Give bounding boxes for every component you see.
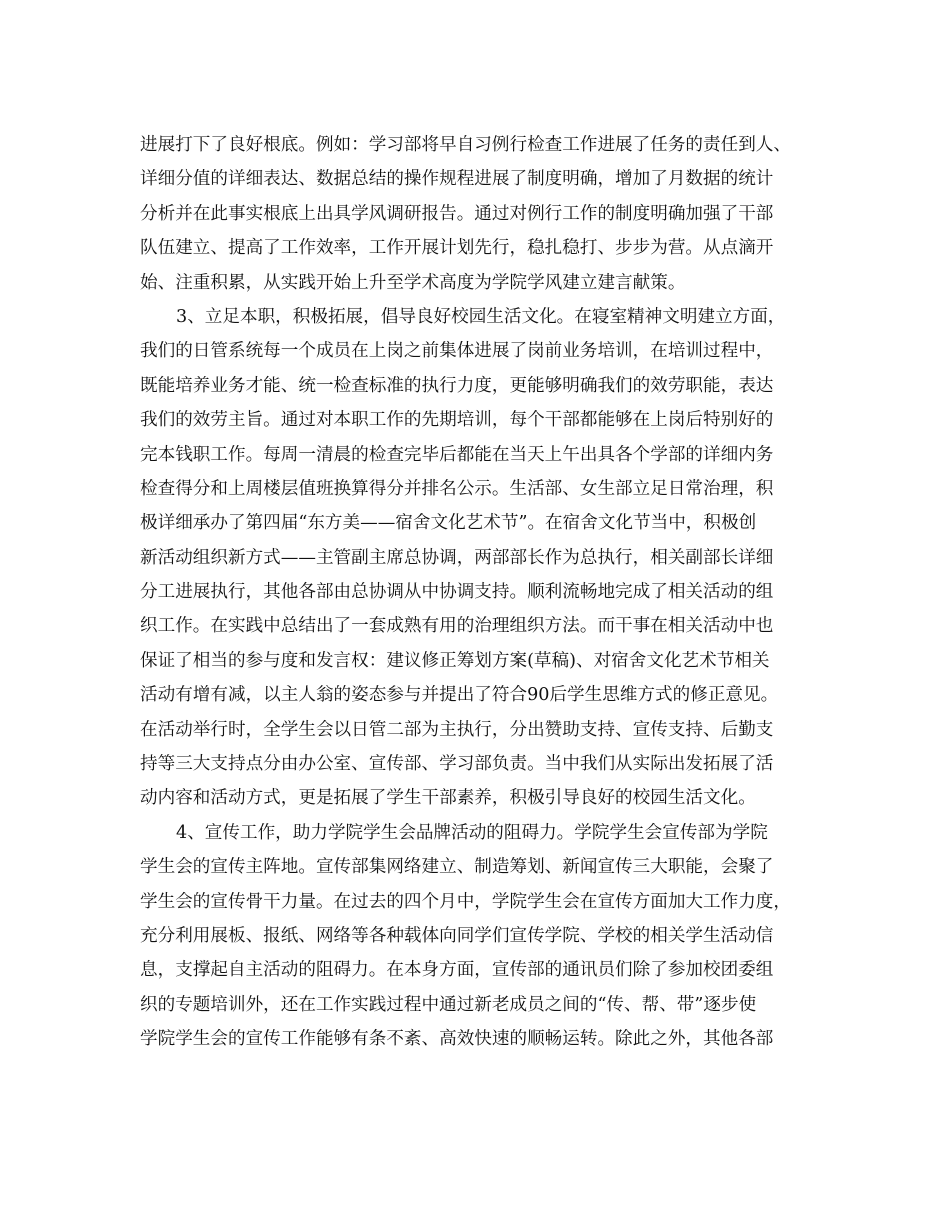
text-line: 活动有增有减，以主人翁的姿态参与并提出了符合90后学生思维方式的修正意见。 [140, 685, 779, 706]
text-line: 织的专题培训外，还在工作实践过程中通过新老成员之间的“传、帮、带”逐步使 [140, 994, 757, 1015]
text-line: 学院学生会的宣传工作能够有条不紊、高效快速的顺畅运转。除此之外，其他各部 [140, 1029, 774, 1050]
text-line: 详细分值的详细表达、数据总结的操作规程进展了制度明确，增加了月数据的统计 [140, 169, 774, 190]
text-line: 极详细承办了第四届“东方美——宿舍文化艺术节”。在宿舍文化节当中，积极创 [140, 513, 757, 534]
text-line: 始、注重积累，从实践开始上升至学术高度为学院学风建立建言献策。 [140, 272, 686, 293]
paragraph-2 [140, 300, 810, 816]
text-line: 持等三大支持点分由办公室、宣传部、学习部负责。当中我们从实际出发拓展了活 [140, 754, 774, 775]
text-line: 3、立足本职，积极拓展，倡导良好校园生活文化。在寝室精神文明建立方面， [176, 306, 786, 327]
text-line: 检查得分和上周楼层值班换算得分并排名公示。生活部、女生部立足日常治理，积 [140, 478, 774, 499]
text-line: 队伍建立、提高了工作效率，工作开展计划先行，稳扎稳打、步步为营。从点滴开 [140, 238, 774, 259]
paragraph-3 [140, 816, 810, 1057]
document-body [140, 128, 810, 1057]
text-line: 我们的日管系统每一个成员在上岗之前集体进展了岗前业务培训，在培训过程中， [140, 341, 774, 362]
text-line: 在活动举行时，全学生会以日管二部为主执行，分出赞助支持、宣传支持、后勤支 [140, 719, 774, 740]
text-line: 既能培养业务才能、统一检查标准的执行力度，更能够明确我们的效劳职能，表达 [140, 375, 774, 396]
text-line: 新活动组织新方式——主管副主席总协调，两部部长作为总执行，相关副部长详细 [140, 547, 774, 568]
text-line: 织工作。在实践中总结出了一套成熟有用的治理组织方法。而干事在相关活动中也 [140, 616, 774, 637]
text-line: 动内容和活动方式，更是拓展了学生干部素养，积极引导良好的校园生活文化。 [140, 788, 756, 809]
text-line: 分工进展执行，其他各部由总协调从中协调支持。顺利流畅地完成了相关活动的组 [140, 582, 774, 603]
text-line: 4、宣传工作，助力学院学生会品牌活动的阻碍力。学院学生会宣传部为学院 [176, 822, 768, 843]
text-line: 分析并在此事实根底上出具学风调研报告。通过对例行工作的制度明确加强了干部 [140, 203, 774, 224]
text-line: 进展打下了良好根底。例如：学习部将早自习例行检查工作进展了任务的责任到人、 [140, 135, 791, 155]
text-line: 我们的效劳主旨。通过对本职工作的先期培训，每个干部都能够在上岗后特别好的 [140, 410, 774, 431]
text-line: 完本钱职工作。每周一清晨的检查完毕后都能在当天上午出具各个学部的详细内务 [140, 444, 774, 465]
text-line: 息，支撑起自主活动的阻碍力。在本身方面，宣传部的通讯员们除了参加校团委组 [140, 960, 774, 981]
text-line: 学生会的宣传主阵地。宣传部集网络建立、制造筹划、新闻宣传三大职能，会聚了 [140, 857, 774, 878]
text-line: 保证了相当的参与度和发言权：建议修正筹划方案(草稿)、对宿舍文化艺术节相关 [140, 650, 770, 671]
text-line: 学生会的宣传骨干力量。在过去的四个月中，学院学生会在宣传方面加大工作力度， [140, 891, 791, 912]
paragraph-1 [140, 128, 810, 300]
text-line: 充分利用展板、报纸、网络等各种载体向同学们宣传学院、学校的相关学生活动信 [140, 925, 774, 946]
